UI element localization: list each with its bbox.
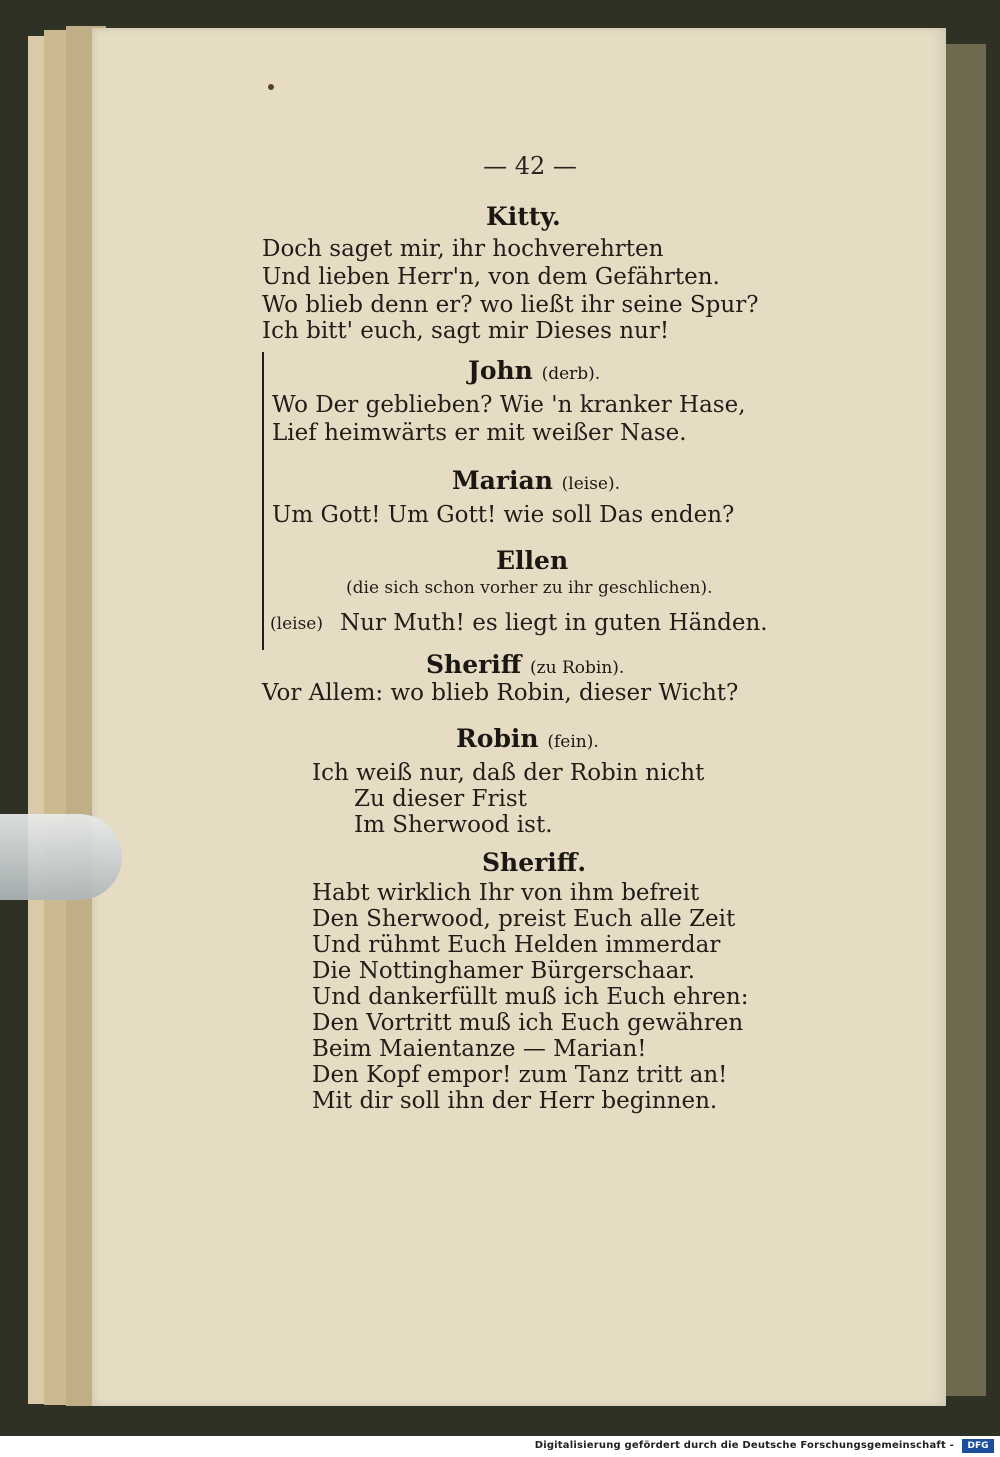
verse-line: Habt wirklich Ihr von ihm befreit	[312, 880, 700, 906]
speaker-kitty: Kitty.	[486, 202, 561, 231]
verse-line: Den Kopf empor! zum Tanz tritt an!	[312, 1062, 728, 1088]
verse-line: Um Gott! Um Gott! wie soll Das enden?	[272, 502, 735, 528]
book-binding-edge	[946, 44, 986, 1396]
verse-line: Den Sherwood, preist Euch alle Zeit	[312, 906, 736, 932]
verse-line: Nur Muth! es liegt in guten Händen.	[340, 610, 768, 636]
verse-line: Vor Allem: wo blieb Robin, dieser Wicht?	[262, 680, 739, 706]
ink-spot	[268, 84, 274, 90]
stage-direction: (die sich schon vorher zu ihr geschlichen).	[346, 578, 713, 598]
verse-line: Den Vortritt muß ich Euch gewähren	[312, 1010, 744, 1036]
page-number: — 42 —	[483, 152, 577, 180]
speaker-marian: Marian (leise).	[452, 466, 621, 495]
verse-line: Und rühmt Euch Helden immerdar	[312, 932, 721, 958]
verse-line: Die Nottinghamer Bürgerschaar.	[312, 958, 696, 984]
verse-line: Ich bitt' euch, sagt mir Dieses nur!	[262, 318, 670, 344]
verse-line: Wo blieb denn er? wo ließt ihr seine Spur?	[262, 292, 759, 318]
speaker-ellen: Ellen	[496, 546, 569, 575]
verse-line: Wo Der geblieben? Wie 'n kranker Hase,	[272, 392, 746, 418]
verse-line: Und dankerfüllt muß ich Euch ehren:	[312, 984, 749, 1010]
dfg-logo: DFG	[962, 1439, 994, 1453]
speaker-john: John (derb).	[468, 356, 601, 385]
verse-line: Ich weiß nur, daß der Robin nicht	[312, 760, 705, 786]
verse-line: Lief heimwärts er mit weißer Nase.	[272, 420, 687, 446]
aside-direction: (leise)	[270, 614, 323, 634]
verse-line: Und lieben Herr'n, von dem Gefährten.	[262, 264, 720, 290]
grouping-brace	[262, 352, 267, 650]
page-clip	[0, 814, 122, 900]
speaker-robin: Robin (fein).	[456, 724, 599, 753]
speaker-sheriff: Sheriff (zu Robin).	[426, 650, 625, 679]
verse-line: Mit dir soll ihn der Herr beginnen.	[312, 1088, 718, 1114]
verse-line: Beim Maientanze — Marian!	[312, 1036, 647, 1062]
verse-line: Im Sherwood ist.	[354, 812, 553, 838]
verse-line: Doch saget mir, ihr hochverehrten	[262, 236, 664, 262]
book-page	[92, 28, 946, 1406]
footer-bar	[0, 1436, 1000, 1457]
speaker-sheriff: Sheriff.	[482, 848, 587, 877]
verse-line: Zu dieser Frist	[354, 786, 527, 812]
funding-credit: Digitalisierung gefördert durch die Deutsche Forschungsgemeinschaft -	[534, 1440, 954, 1451]
